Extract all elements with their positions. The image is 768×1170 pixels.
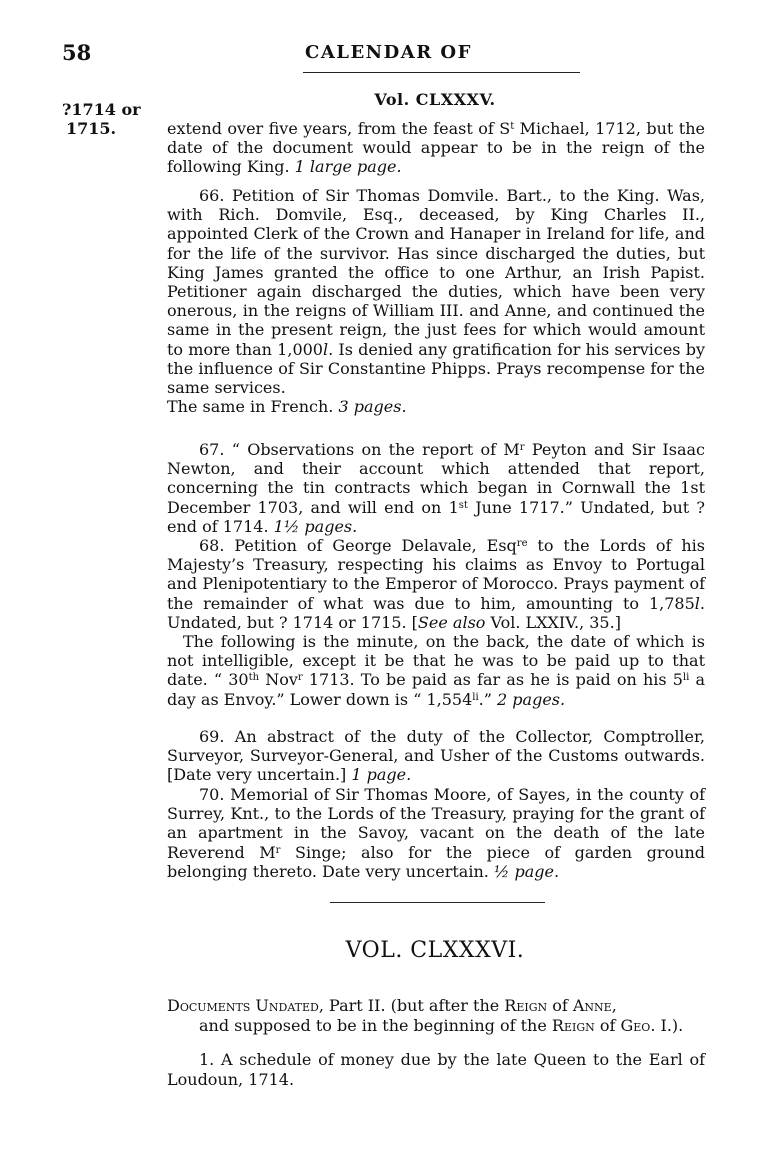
entry-70: 70. Memorial of Sir Thomas Moore, of Sayes, in the county of Surrey, Knt., to the Lords of the Treasury, praying for the grant of an apartment in the Savoy, vacant on the death of the late Reverend $M^r$ Singe; also for the piece of garden ground belonging thereto. Date very uncertain. ½ page.	[167, 785, 705, 881]
header-rule	[303, 72, 580, 73]
entry-67: 67. “ Observations on the report of $M^r$ Peyton and Sir Isaac Newton, and their account which attended that report, concerning the tin contracts which began in Cornwall the 1st December 1703, and will end on 1st June 1717.” Undated, but ? end of 1714. 1½ pages.	[167, 440, 705, 536]
continuation-paragraph: extend over five years, from the feast of $S^t$ Michael, 1712, but the date of the document would appear to be in the reign of the following King. 1 large page.	[167, 119, 705, 177]
side-date-line1: ?1714 or	[62, 100, 141, 119]
page-count: ½ page.	[493, 861, 560, 881]
page-count: 1 page.	[351, 765, 412, 785]
section-title: VOL. CLXXXVI.	[345, 938, 525, 963]
page-count: 1½ pages.	[273, 516, 358, 536]
page-count: 2 pages.	[497, 689, 566, 709]
entry-69: 69. An abstract of the duty of the Collector, Comptroller, Surveyor, Surveyor-General, and Usher of the Customs outwards. [Date very uncertain.] 1 page.	[167, 727, 705, 785]
entry-66: 66. Petition of Sir Thomas Domvile. Bart., to the King. Was, with Rich. Domvile, Esq., deceased, by King Charles II., appointed Clerk of the Crown and Hanaper in Ireland for life, and for the life of the survivor. Has since discharged the duties, but King James granted the office to one Arthur, an Irish Papist. Petitioner again discharged the duties, which have been very onerous, in the reigns of William III. and Anne, and continued the same in the present reign, the just fees for which would amount to more than 1,000l. Is denied any gratification for his services by the influence of Sir Constantine Phipps. Prays recompense for the same services. The same in French. 3 pages.	[167, 186, 706, 417]
documents-heading: Documents Undated, Part II. (but after the Reign of Anne, and supposed to be in the beginning of the Reign of Geo. I.).	[167, 996, 684, 1035]
page-count: 1 large page.	[294, 157, 402, 177]
page-count: 3 pages.	[338, 397, 407, 417]
side-date-line2: 1715.	[66, 119, 117, 138]
running-head: CALENDAR OF	[305, 42, 472, 63]
page-number: 58	[62, 40, 92, 65]
entry-68: 68. Petition of George Delavale, Esq$^{re}$ to the Lords of his Majesty’s Treasury, respecting his claims as Envoy to Portugal and Plenipotentiary to the Emperor of Morocco. Prays payment of the remainder of what was due to him, amounting to 1,785l. Undated, but ? 1714 or 1715. [See also Vol. LXXIV., 35.] The following is the minute, on the back, the date of which is not intelligible, except it be that he was to be paid up to that date. “ 30th Nov$^r$ 1713. To be paid as far as he is paid on his $5^{li}$ a day as Envoy.” Lower down is “ $1,554^{li}$.” 2 pages.	[167, 536, 706, 709]
entry-1: 1. A schedule of money due by the late Queen to the Earl of Loudoun, 1714.	[167, 1050, 705, 1089]
section-rule	[330, 902, 545, 903]
volume-heading: Vol. CLXXXV.	[374, 90, 496, 109]
